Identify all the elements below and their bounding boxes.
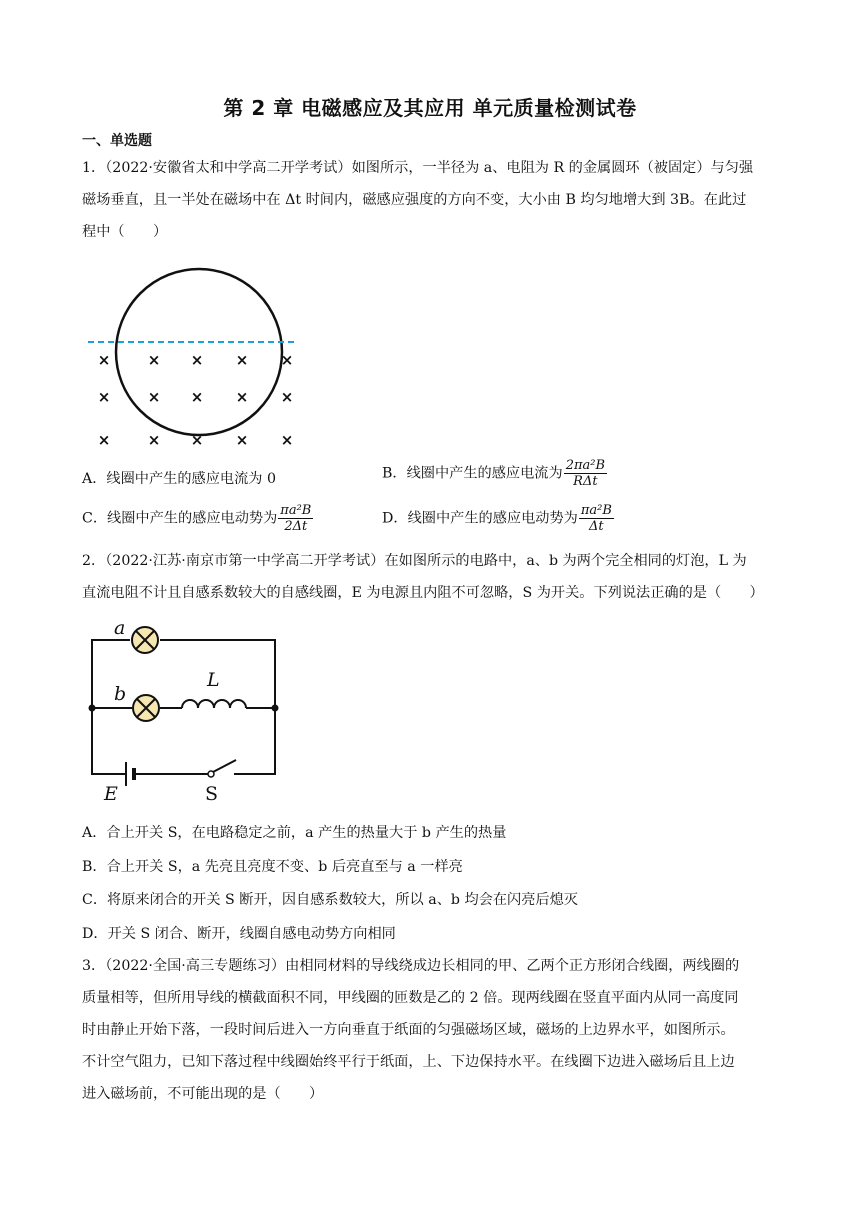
field-cross-mark: × — [97, 388, 111, 406]
question-3-line-1: 3．（2022·全国·高三专题练习）由相同材料的导线绕成边长相同的甲、乙两个正方形闭合线圈，两线圈的 — [82, 958, 740, 974]
field-cross-mark: × — [280, 388, 294, 406]
bulb-a — [132, 627, 158, 653]
q1-option-a: A．线圈中产生的感应电流为 0 — [82, 471, 277, 487]
field-cross-mark: × — [280, 431, 294, 449]
q1-option-d: D．线圈中产生的感应电动势为 $\frac{\text{πa²B}}{\Delta t}$ — [382, 503, 612, 534]
question-1-line-2: 磁场垂直，且一半处在磁场中在 Δt 时间内，磁感应强度的方向不变，大小由 B 均匀地增大到 3B。在此过 — [82, 192, 747, 208]
q1-option-b: B．线圈中产生的感应电流为 $\frac{\text{2πa²B}}{\text{RΔt}}$ — [382, 458, 606, 489]
question-1-line-3: 程中（ ） — [82, 224, 168, 240]
field-cross-mark: × — [190, 388, 204, 406]
circle-in-field-figure — [82, 255, 302, 455]
junction-dot — [272, 705, 279, 712]
section-heading: 一、单选题 — [82, 133, 152, 149]
field-cross-mark: × — [147, 351, 161, 369]
label-b: b — [114, 683, 127, 705]
field-cross-mark: × — [97, 431, 111, 449]
field-cross-mark: × — [235, 388, 249, 406]
question-1-line-1: 1．（2022·安徽省太和中学高二开学考试）如图所示，一半径为 a、电阻为 R 的金属圆环（被固定）与匀强 — [82, 160, 754, 176]
junction-dot — [89, 705, 96, 712]
label-S: S — [205, 783, 219, 805]
field-cross-mark: × — [97, 351, 111, 369]
page-title: 第 2 章 电磁感应及其应用 单元质量检测试卷 — [223, 96, 637, 120]
question-2-line-2: 直流电阻不计且自感系数较大的自感线圈，E 为电源且内阻不可忽略，S 为开关。下列说法正确的是（ ） — [82, 585, 764, 601]
question-3 — [82, 950, 782, 1110]
q2-option-c: C．将原来闭合的开关 S 断开，因自感系数较大，所以 a、b 均会在闪亮后熄灭 — [82, 892, 578, 908]
field-cross-mark: × — [235, 431, 249, 449]
q2-option-d: D．开关 S 闭合、断开，线圈自感电动势方向相同 — [82, 926, 396, 942]
field-cross-mark: × — [235, 351, 249, 369]
question-3-line-5: 进入磁场前，不可能出现的是（ ） — [82, 1086, 324, 1102]
field-cross-mark: × — [147, 388, 161, 406]
inductor-coil — [182, 700, 246, 708]
q2-option-b: B．合上开关 S，a 先亮且亮度不变、b 后亮直至与 a 一样亮 — [82, 859, 463, 875]
question-1 — [82, 152, 782, 248]
circuit-figure — [90, 612, 290, 805]
field-cross-mark: × — [147, 431, 161, 449]
label-a: a — [114, 617, 126, 639]
question-3-line-3: 时由静止开始下落，一段时间后进入一方向垂直于纸面的匀强磁场区域，磁场的上边界水平，如图所示。 — [82, 1022, 735, 1038]
label-E: E — [104, 783, 118, 805]
q2-option-a: A．合上开关 S，在电路稳定之前，a 产生的热量大于 b 产生的热量 — [82, 825, 507, 841]
label-L: L — [207, 669, 220, 691]
question-3-line-4: 不计空气阻力，已知下落过程中线圈始终平行于纸面，上、下边保持水平。在线圈下边进入磁场后且上边 — [82, 1054, 735, 1070]
question-3-line-2: 质量相等，但所用导线的横截面积不同，甲线圈的匝数是乙的 2 倍。现两线圈在竖直平面内从同一高度同 — [82, 990, 739, 1006]
field-cross-mark: × — [190, 351, 204, 369]
field-cross-mark: × — [190, 431, 204, 449]
switch-s — [208, 760, 236, 777]
question-2-line-1: 2．（2022·江苏·南京市第一中学高二开学考试）在如图所示的电路中，a、b 为两个完全相同的灯泡，L 为 — [82, 553, 747, 569]
q1-option-c: C．线圈中产生的感应电动势为 $\frac{\text{πa²B}}{2\Delta t}$ — [82, 503, 312, 534]
question-2 — [82, 545, 782, 609]
bulb-b — [133, 695, 159, 721]
field-cross-mark: × — [280, 351, 294, 369]
